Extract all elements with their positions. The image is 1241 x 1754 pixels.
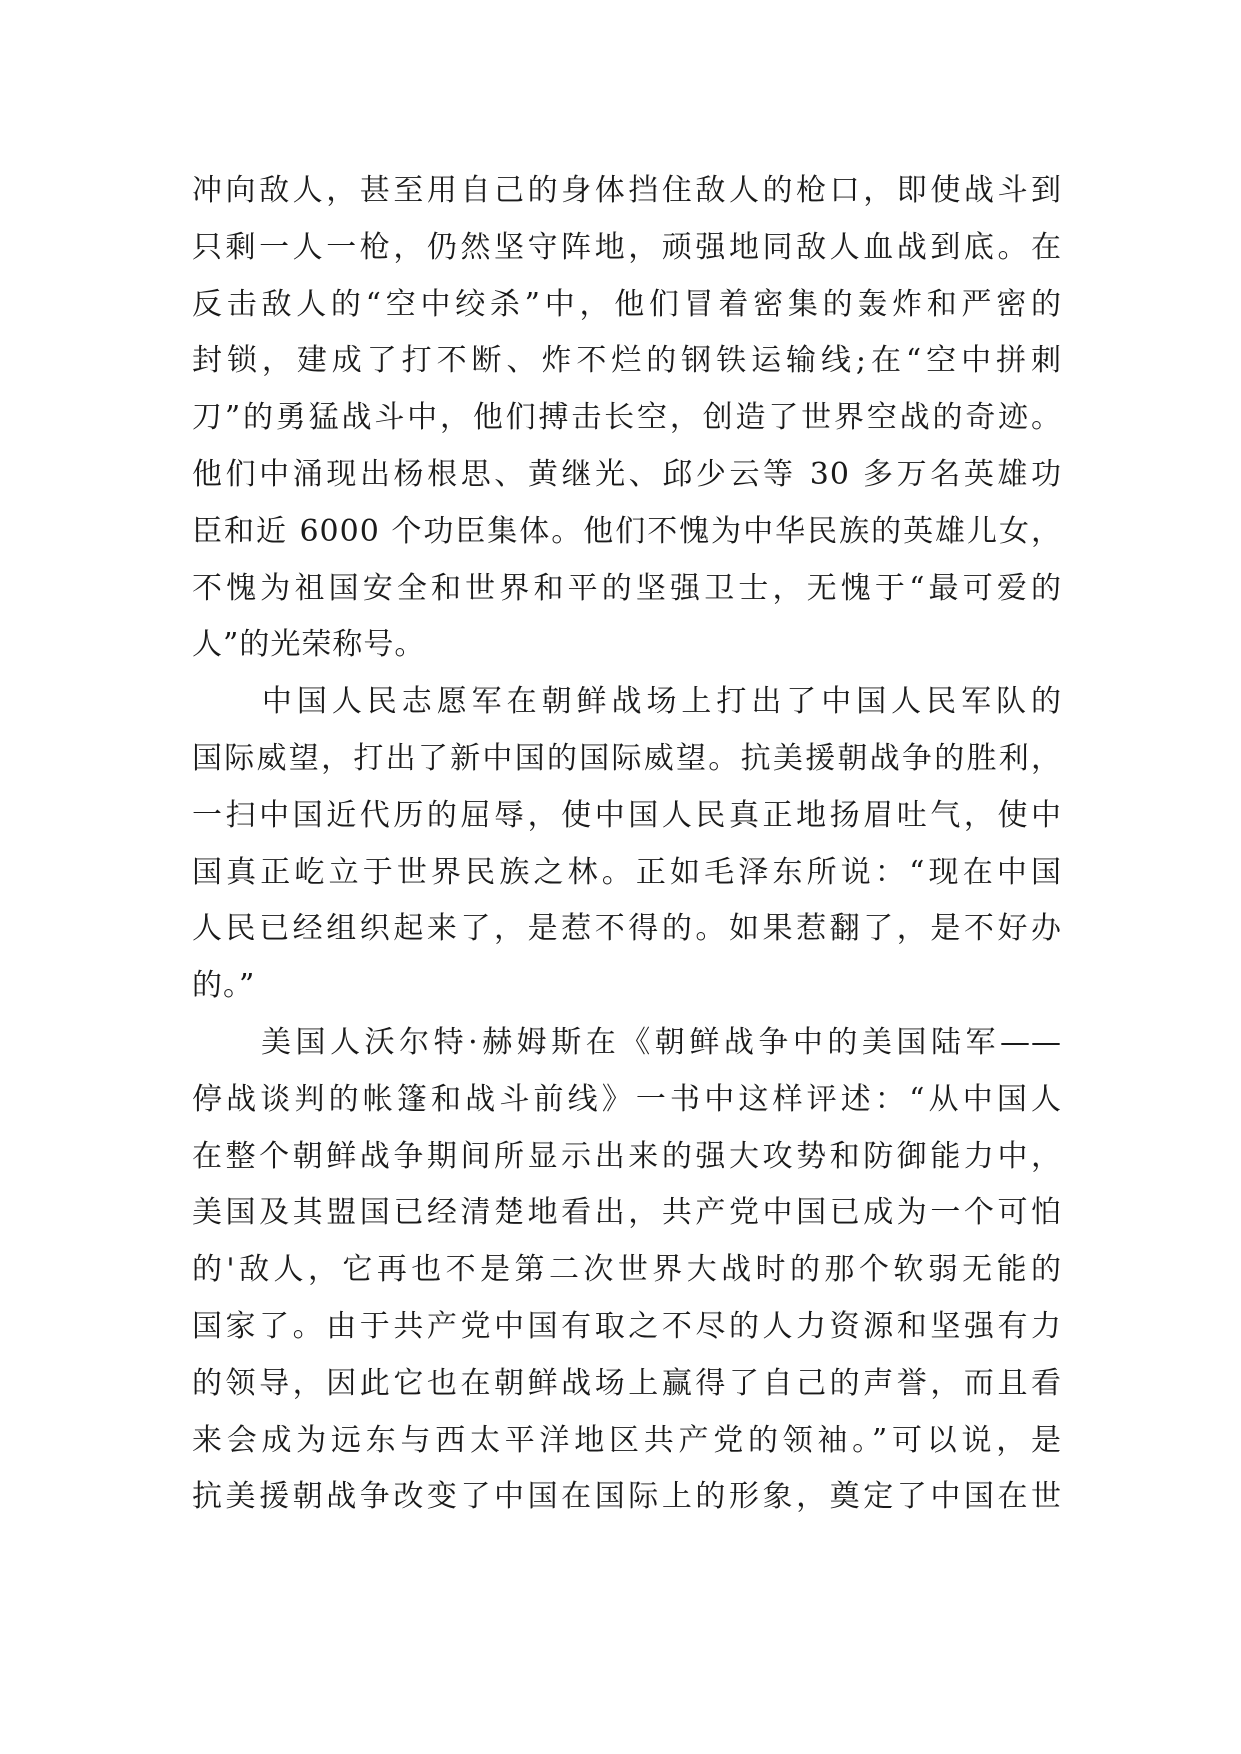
text-line: 来会成为远东与西太平洋地区共产党的领袖。”可以说，是 [192, 1422, 1062, 1458]
paragraph-2 [192, 674, 1062, 1015]
text-line: 在整个朝鲜战争期间所显示出来的强大攻势和防御能力中， [192, 1138, 1062, 1174]
body-text [192, 163, 1062, 1526]
text-line: 国家了。由于共产党中国有取之不尽的人力资源和坚强有力 [192, 1308, 1062, 1344]
text-line: 一扫中国近代历的屈辱，使中国人民真正地扬眉吐气，使中 [192, 797, 1062, 833]
text-line: 只剩一人一枪，仍然坚守阵地，顽强地同敌人血战到底。在 [192, 229, 1062, 265]
text-line: 停战谈判的帐篷和战斗前线》一书中这样评述：“从中国人 [192, 1081, 1062, 1117]
text-line: 国真正屹立于世界民族之林。正如毛泽东所说：“现在中国 [192, 854, 1062, 890]
text-line: 的'敌人，它再也不是第二次世界大战时的那个软弱无能的 [192, 1252, 1062, 1288]
text-line: 人”的光荣称号。 [192, 627, 426, 663]
text-line: 人民已经组织起来了，是惹不得的。如果惹翻了，是不好办 [192, 911, 1062, 947]
text-line: 中国人民志愿军在朝鲜战场上打出了中国人民军队的 [192, 684, 1062, 720]
text-line: 的。” [192, 968, 256, 1004]
text-line: 抗美援朝战争改变了中国在国际上的形象，奠定了中国在世 [192, 1479, 1062, 1515]
text-line: 封锁，建成了打不断、炸不烂的钢铁运输线;在“空中拼刺 [192, 343, 1062, 379]
text-line: 刀”的勇猛战斗中，他们搏击长空，创造了世界空战的奇迹。 [192, 400, 1062, 436]
text-line: 他们中涌现出杨根思、黄继光、邱少云等 30 多万名英雄功 [192, 456, 1062, 492]
text-line: 冲向敌人，甚至用自己的身体挡住敌人的枪口，即使战斗到 [192, 173, 1062, 208]
paragraph-3 [192, 1015, 1062, 1526]
text-line: 美国及其盟国已经清楚地看出，共产党中国已成为一个可怕 [192, 1195, 1062, 1231]
text-line: 国际威望，打出了新中国的国际威望。抗美援朝战争的胜利， [192, 740, 1062, 776]
text-line: 反击敌人的“空中绞杀”中，他们冒着密集的轰炸和严密的 [192, 286, 1062, 322]
text-line: 不愧为祖国安全和世界和平的坚强卫士，无愧于“最可爱的 [192, 570, 1062, 606]
paragraph-1 [192, 163, 1062, 674]
text-line: 的领导，因此它也在朝鲜战场上赢得了自己的声誉，而且看 [192, 1365, 1062, 1401]
text-line: 臣和近 6000 个功臣集体。他们不愧为中华民族的英雄儿女， [192, 513, 1062, 549]
text-line: 美国人沃尔特·赫姆斯在《朝鲜战争中的美国陆军—— [192, 1024, 1062, 1060]
